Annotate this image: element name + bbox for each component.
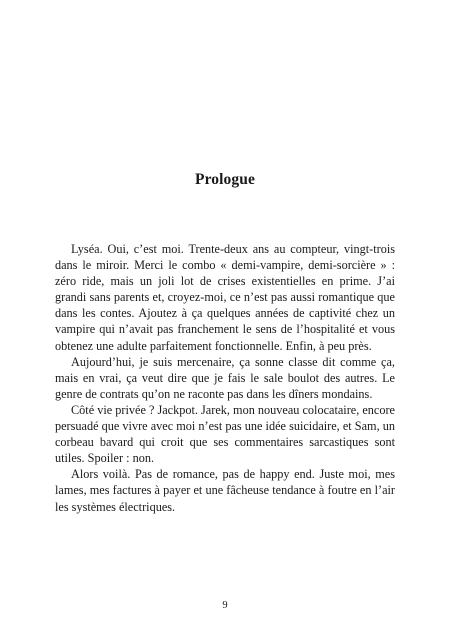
chapter-title: Prologue xyxy=(195,171,255,188)
page-number: 9 xyxy=(222,600,228,611)
paragraph: Lyséa. Oui, c’est moi. Trente-deux ans au compteur, vingt-trois dans le miroir. Merci le combo « demi-vampire, demi-sorcière » : zéro ride, mais un joli lot de crises existentielles en prime. J’ai grandi sans parents et, croyez-moi, ce n’est pas aussi romantique que dans les contes. Ajoutez à ça quelques années de captivité chez un vampire qui n’avait pas franchement le sens de l’hospitalité et vous obtenez une adulte parfaitement fonctionnelle. Enfin, à peu près. xyxy=(55,242,395,353)
paragraph: Aujourd’hui, je suis mercenaire, ça sonne classe dit comme ça, mais en vrai, ça veut dire que je fais le sale boulot des autres. Le genre de contrats qu’on ne raconte pas dans les dîners mondains. xyxy=(55,354,395,401)
chapter-body xyxy=(55,241,395,515)
paragraph: Côté vie privée ? Jackpot. Jarek, mon nouveau colocataire, encore persuadé que vivre avec moi n’est pas une idée suicidaire, et Sam, un corbeau bavard qui croit que ses commentaires sarcastiques sont utiles. Spoiler : non. xyxy=(55,402,395,466)
paragraph: Alors voilà. Pas de romance, pas de happy end. Juste moi, mes lames, mes factures à payer et une fâcheuse tendance à foutre en l’air les systèmes électriques. xyxy=(55,467,395,514)
